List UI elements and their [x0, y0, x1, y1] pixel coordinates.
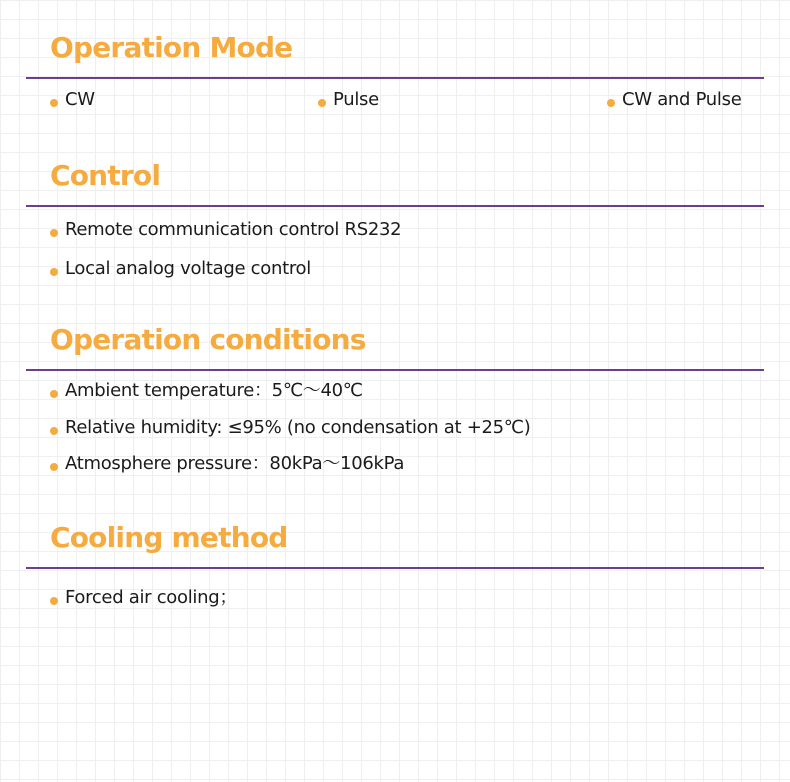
list-item-control: [50, 260, 311, 278]
bullet-icon: [50, 427, 58, 435]
section-title-operation-conditions: Operation conditions: [50, 323, 366, 356]
bullet-icon: [50, 463, 58, 471]
list-item-operation-mode: [318, 91, 379, 109]
list-item-label: Ambient temperature：5℃～40℃: [65, 380, 363, 401]
list-item-label: CW and Pulse: [622, 89, 742, 110]
section-title-cooling-method: Cooling method: [50, 521, 288, 554]
list-item-operation-mode: [50, 91, 95, 109]
section-title-operation-mode: Operation Mode: [50, 31, 293, 64]
list-item-label: Relative humidity: ≤95% (no condensation at +25℃): [65, 417, 531, 438]
list-item-label: Remote communication control RS232: [65, 219, 402, 240]
list-item-operation-conditions: [50, 382, 363, 400]
section-divider: [26, 567, 764, 569]
list-item-label: Local analog voltage control: [65, 258, 311, 279]
list-item-operation-conditions: [50, 455, 404, 473]
bullet-icon: [50, 268, 58, 276]
bullet-icon: [50, 390, 58, 398]
section-divider: [26, 77, 764, 79]
section-title-control: Control: [50, 159, 161, 192]
section-divider: [26, 369, 764, 371]
list-item-label: CW: [65, 89, 95, 110]
list-item-operation-conditions: [50, 419, 530, 437]
list-item-label: Pulse: [333, 89, 379, 110]
bullet-icon: [50, 99, 58, 107]
list-item-label: Forced air cooling；: [65, 587, 238, 608]
list-item-control: [50, 221, 401, 239]
bullet-icon: [50, 229, 58, 237]
bullet-icon: [318, 99, 326, 107]
list-item-cooling-method: [50, 589, 237, 607]
list-item-operation-mode: [607, 91, 741, 109]
bullet-icon: [50, 597, 58, 605]
bullet-icon: [607, 99, 615, 107]
section-divider: [26, 205, 764, 207]
list-item-label: Atmosphere pressure：80kPa～106kPa: [65, 453, 405, 474]
